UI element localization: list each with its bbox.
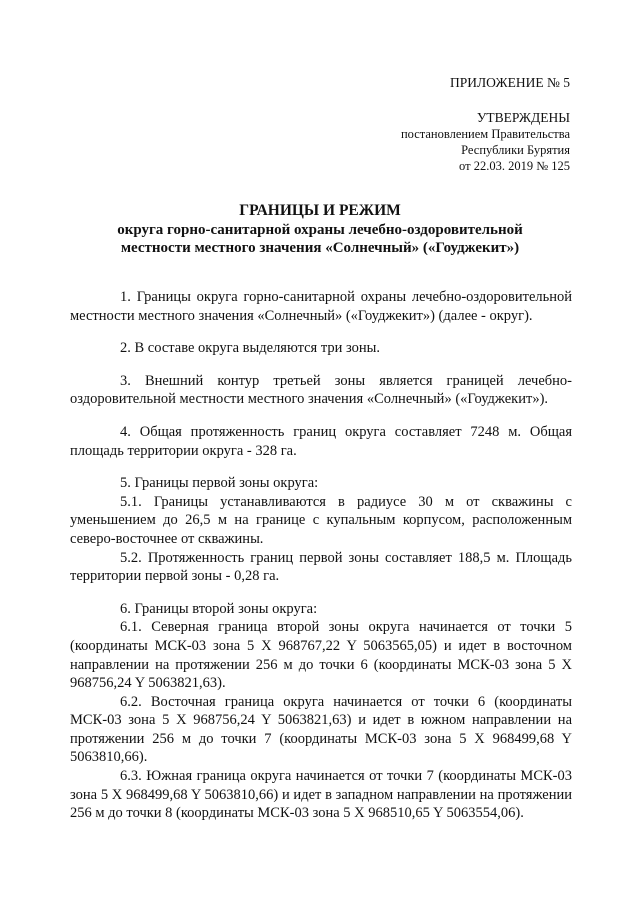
decree-line-1: постановлением Правительства [400, 127, 570, 141]
decree-line-2: Республики Бурятия [461, 143, 570, 157]
paragraph-6-2: 6.2. Восточная граница округа начинается от точки 6 (координаты МСК-03 зона 5 X 968756,24 Y 5063821,63) и идет в южном направлении на протяжении 256 м до точки 7 (координаты МСК-03 зона 5 X 968499,68 Y 5063810,66). [70, 693, 572, 766]
decree-date: от 22.03. 2019 № 125 [459, 159, 570, 173]
paragraph-6-1: 6.1. Северная граница второй зоны округа начинается от точки 5 (координаты МСК-03 зона 5 X 968767,22 Y 5063565,05) и идет в восточном направлении на протяжении 256 м до точки 6 (координаты МСК-03 зона 5 X 968756,24 Y 5063821,63). [70, 619, 572, 692]
paragraph-6: 6. Границы второй зоны округа: [120, 600, 318, 617]
approved-label: УТВЕРЖДЕНЫ [476, 110, 570, 125]
title-line-3: местности местного значения «Солнечный» («Гоуджекит») [120, 240, 520, 256]
paragraph-4: 4. Общая протяженность границ округа составляет 7248 м. Общая площадь территории округа - 328 га. [70, 423, 572, 459]
approval-block [401, 74, 570, 174]
annex-number: ПРИЛОЖЕНИЕ № 5 [449, 75, 570, 90]
paragraph-5-1: 5.1. Границы устанавливаются в радиусе 30 м от скважины с уменьшением до 26,5 м на границе с купальным корпусом, расположенным северо-восточнее от скважины. [70, 493, 572, 547]
paragraph-5-2: 5.2. Протяженность границ первой зоны составляет 188,5 м. Площадь территории первой зоны - 0,28 га. [70, 549, 572, 585]
document-body [70, 288, 572, 823]
paragraph-1: 1. Границы округа горно-санитарной охраны лечебно-оздоровительной местности местного значения «Солнечный» («Гоуджекит») (далее - округ). [70, 289, 572, 324]
title-line-2: округа горно-санитарной охраны лечебно-оздоровительной [117, 222, 523, 238]
paragraph-6-3: 6.3. Южная граница округа начинается от точки 7 (координаты МСК-03 зона 5 X 968499,68 Y 5063810,66) и идет в западном направлении на протяжении 256 м до точки 8 (координаты МСК-03 зона 5 X 968510,65 Y 5063554,06). [70, 768, 572, 822]
paragraph-2: 2. В составе округа выделяются три зоны. [120, 340, 381, 357]
paragraph-5: 5. Границы первой зоны округа: [120, 475, 319, 492]
title-main: ГРАНИЦЫ И РЕЖИМ [239, 202, 401, 219]
paragraph-3: 3. Внешний контур третьей зоны является границей лечебно-оздоровительной местности местного значения «Солнечный» («Гоуджекит»). [70, 372, 572, 408]
document-title [70, 202, 570, 257]
